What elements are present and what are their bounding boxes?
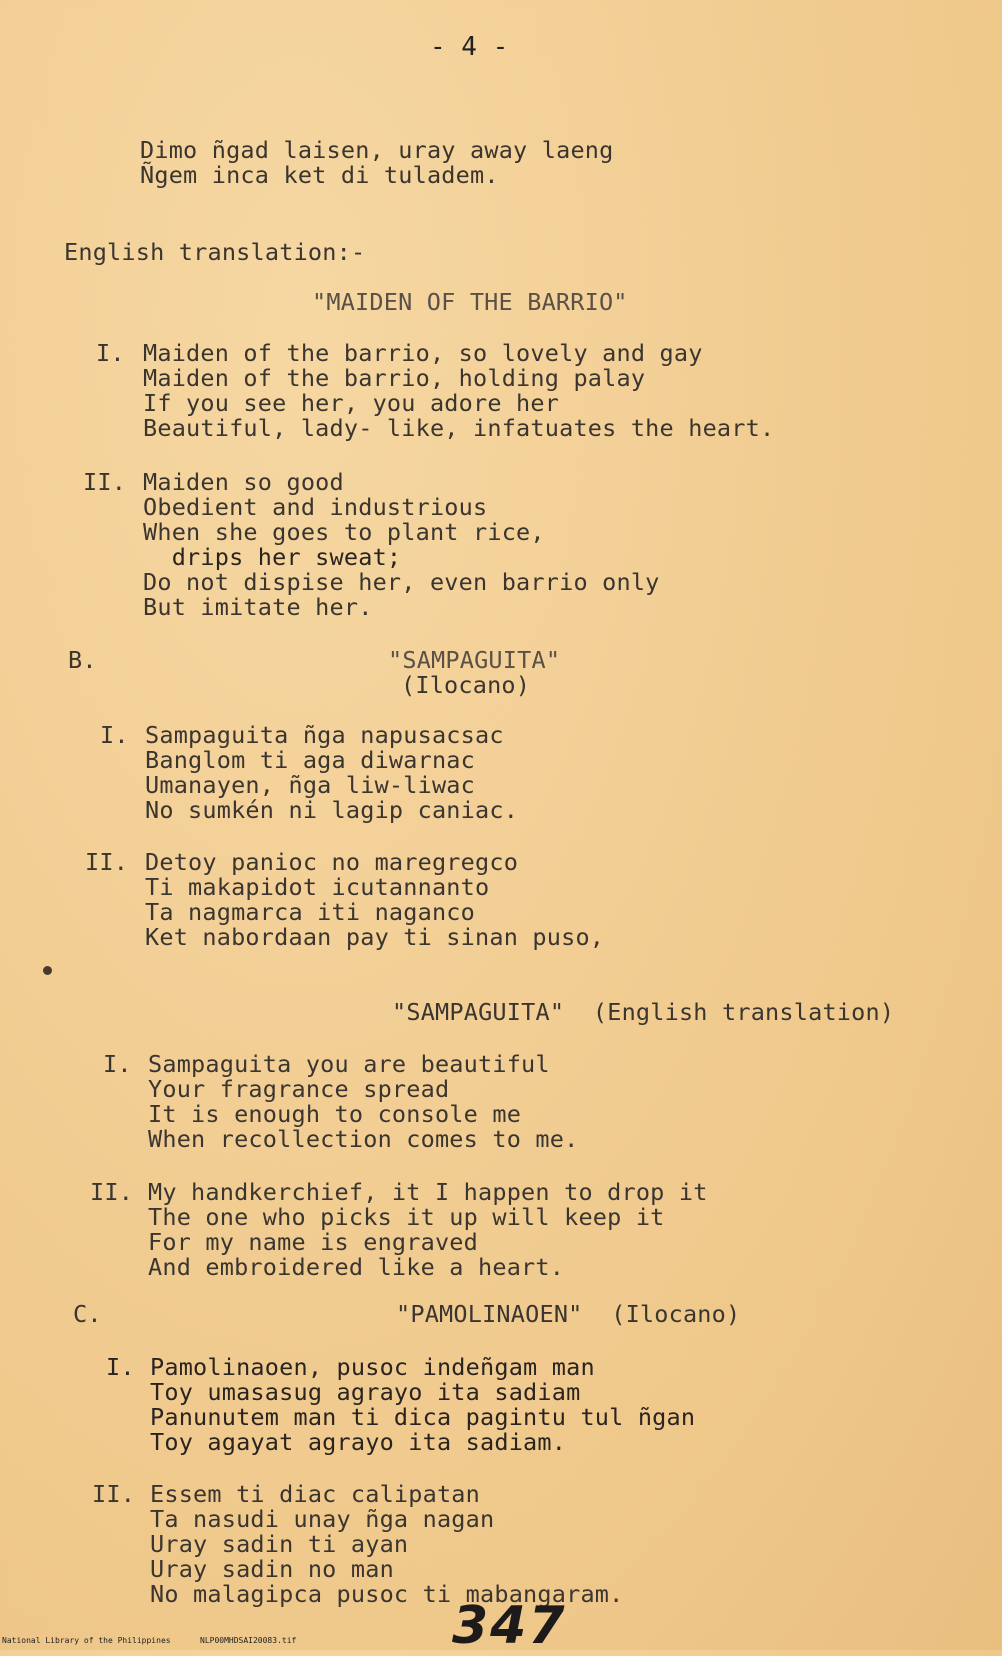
verse-line: But imitate her. [143,593,373,621]
verse-line: Uray sadin no man [150,1555,394,1583]
verse-number: II. [85,848,129,876]
verse-line: No malagipca pusoc ti mabangaram. [150,1580,624,1608]
verse-line: Umanayen, ñga liw-liwac [145,771,476,799]
verse-line: Banglom ti aga diwarnac [145,746,476,774]
song-title: "SAMPAGUITA" (English translation) [392,998,895,1026]
page-number: - 4 - [430,32,509,62]
song-title: "SAMPAGUITA" [388,646,561,674]
verse-line: Ti makapidot icutannanto [145,873,490,901]
verse-line: Maiden of the barrio, holding palay [143,364,646,392]
footer-filename: NLP00MHDSAI20083.tif [200,1636,297,1645]
verse-line: Maiden so good [143,468,344,496]
verse-line: Ta nagmarca iti naganco [145,898,476,926]
footer-library: National Library of the Philippines [2,1636,171,1645]
song-title: "PAMOLINAOEN" (Ilocano) [396,1300,741,1328]
verse-line: If you see her, you adore her [143,389,560,417]
intro-line: Ñgem inca ket di tuladem. [140,161,499,189]
verse-line: Panunutem man ti dica pagintu tul ñgan [150,1403,696,1431]
verse-line: Beautiful, lady- like, infatuates the heart. [143,414,775,442]
verse-line: No sumkén ni lagip caniac. [145,796,519,824]
verse-line: My handkerchief, it I happen to drop it [148,1178,708,1206]
section-letter: B. [68,646,97,674]
verse-line: Ta nasudi unay ñga nagan [150,1505,495,1533]
binding-hole-mark [43,966,52,975]
verse-number: I. [96,339,125,367]
verse-line: Sampaguita ñga napusacsac [145,721,504,749]
verse-number: II. [90,1178,134,1206]
verse-number: I. [103,1050,132,1078]
intro-line: Dimo ñgad laisen, uray away laeng [140,136,614,164]
verse-line: For my name is engraved [148,1228,479,1256]
handwritten-page-number: 347 [452,1596,567,1656]
verse-number: I. [100,721,129,749]
verse-line: Toy umasasug agrayo ita sadiam [150,1378,581,1406]
verse-line: Sampaguita you are beautiful [148,1050,550,1078]
verse-line: Maiden of the barrio, so lovely and gay [143,339,703,367]
verse-line: Pamolinaoen, pusoc indeñgam man [150,1353,595,1381]
verse-line: Uray sadin ti ayan [150,1530,409,1558]
verse-number: II. [83,468,127,496]
verse-line: Toy agayat agrayo ita sadiam. [150,1428,567,1456]
verse-line: Essem ti diac calipatan [150,1480,481,1508]
verse-number: I. [106,1353,135,1381]
verse-line: The one who picks it up will keep it [148,1203,665,1231]
verse-line: Detoy panioc no maregregco [145,848,519,876]
verse-line: drips her sweat; [143,543,402,571]
verse-line: It is enough to console me [148,1100,522,1128]
song-language: (Ilocano) [401,671,531,699]
section-letter: C. [73,1300,102,1328]
song-title: "MAIDEN OF THE BARRIO" [312,288,628,316]
verse-line: Obedient and industrious [143,493,488,521]
translation-label: English translation:- [64,238,366,266]
verse-line: Ket nabordaan pay ti sinan puso, [145,923,605,951]
verse-line: And embroidered like a heart. [148,1253,565,1281]
verse-line: Your fragrance spread [148,1075,450,1103]
verse-line: When recollection comes to me. [148,1125,579,1153]
verse-line: When she goes to plant rice, [143,518,545,546]
verse-number: II. [92,1480,136,1508]
verse-line: Do not dispise her, even barrio only [143,568,660,596]
